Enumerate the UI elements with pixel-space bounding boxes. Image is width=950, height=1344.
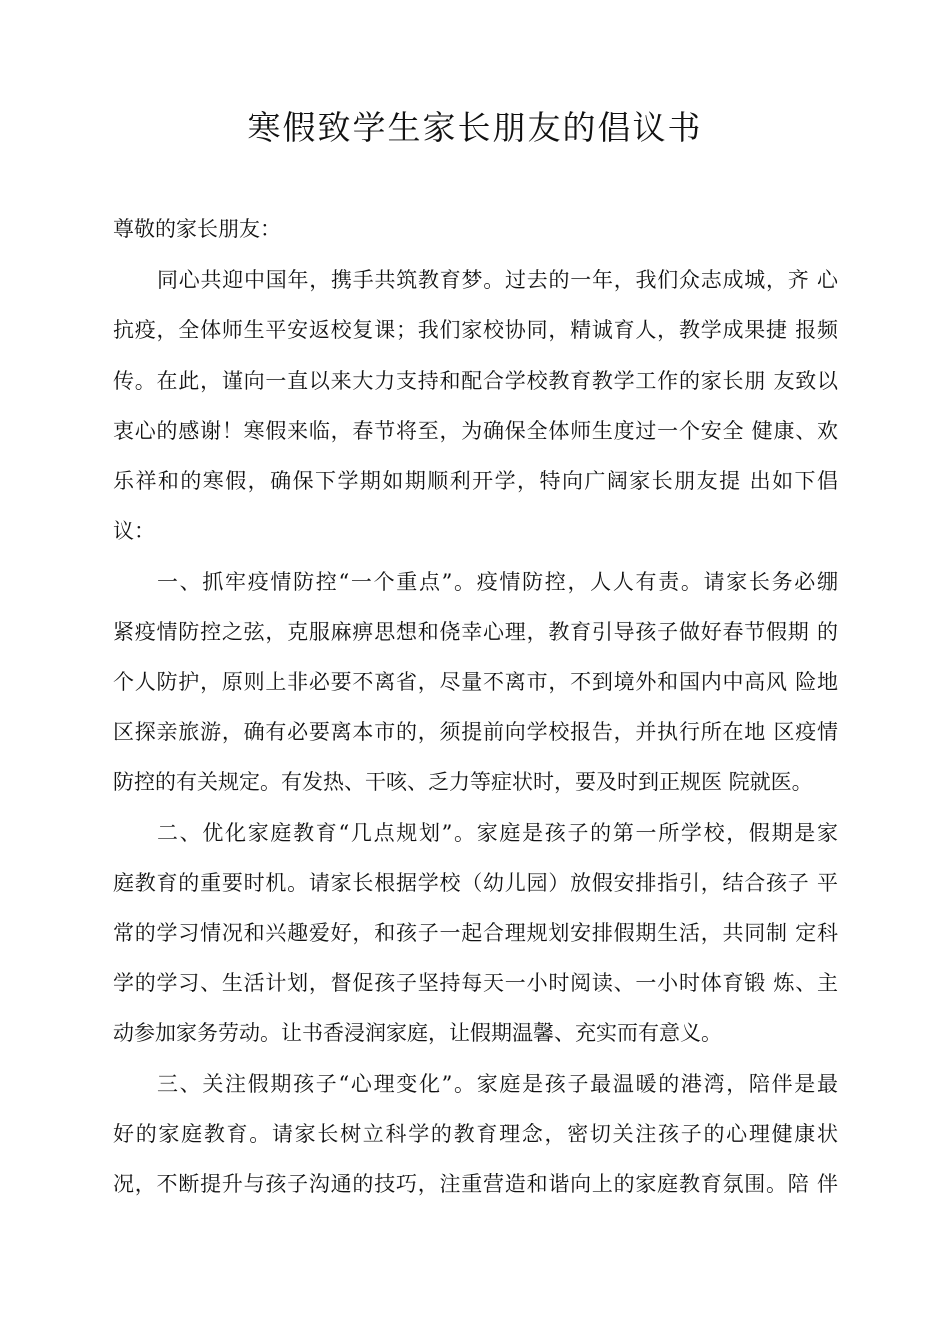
text-line: 二、优化家庭教育“几点规划”。家庭是孩子的第一所学校，假期是家 bbox=[157, 821, 838, 845]
text-line: 常的学习情况和兴趣爱好，和孩子一起合理规划安排假期生活，共同制 定科 bbox=[113, 921, 838, 945]
text-line: 况，不断提升与孩子沟通的技巧，注重营造和谐向上的家庭教育氛围。陪 伴 bbox=[113, 1172, 838, 1196]
text-line: 同心共迎中国年，携手共筑教育梦。过去的一年，我们众志成城，齐 心 bbox=[157, 268, 838, 292]
document-title: 寒假致学生家长朋友的倡议书 bbox=[247, 108, 703, 147]
text-line: 区探亲旅游，确有必要离本市的，须提前向学校报告，并执行所在地 区疫情 bbox=[113, 720, 838, 744]
text-line: 动参加家务劳动。让书香浸润家庭，让假期温馨、充实而有意义。 bbox=[113, 1021, 722, 1045]
text-line: 好的家庭教育。请家长树立科学的教育理念，密切关注孩子的心理健康状 bbox=[113, 1122, 838, 1146]
text-line: 个人防护，原则上非必要不离省，尽量不离市，不到境外和国内中高风 险地 bbox=[113, 670, 838, 694]
text-line: 三、关注假期孩子“心理变化”。家庭是孩子最温暖的港湾，陪伴是最 bbox=[157, 1072, 838, 1096]
text-line: 传。在此，谨向一直以来大力支持和配合学校教育教学工作的家长朋 友致以 bbox=[113, 369, 838, 393]
salutation: 尊敬的家长朋友： bbox=[113, 217, 281, 241]
text-line: 防控的有关规定。有发热、干咳、乏力等症状时，要及时到正规医 院就医。 bbox=[113, 770, 813, 794]
text-line: 乐祥和的寒假，确保下学期如期顺利开学，特向广阔家长朋友提 出如下倡 bbox=[113, 469, 838, 493]
text-line: 紧疫情防控之弦，克服麻痹思想和侥幸心理，教育引导孩子做好春节假期 的 bbox=[113, 620, 838, 644]
text-line: 衷心的感谢！寒假来临，春节将至，为确保全体师生度过一个安全 健康、欢 bbox=[113, 419, 838, 443]
text-line: 一、抓牢疫情防控“一个重点”。疫情防控，人人有责。请家长务必绷 bbox=[157, 570, 838, 594]
text-line: 议： bbox=[113, 519, 155, 543]
text-line: 庭教育的重要时机。请家长根据学校（幼儿园）放假安排指引，结合孩子 平 bbox=[113, 871, 838, 895]
text-line: 抗疫，全体师生平安返校复课；我们家校协同，精诚育人，教学成果捷 报频 bbox=[113, 318, 838, 342]
text-line: 学的学习、生活计划，督促孩子坚持每天一小时阅读、一小时体育锻 炼、主 bbox=[113, 971, 838, 995]
